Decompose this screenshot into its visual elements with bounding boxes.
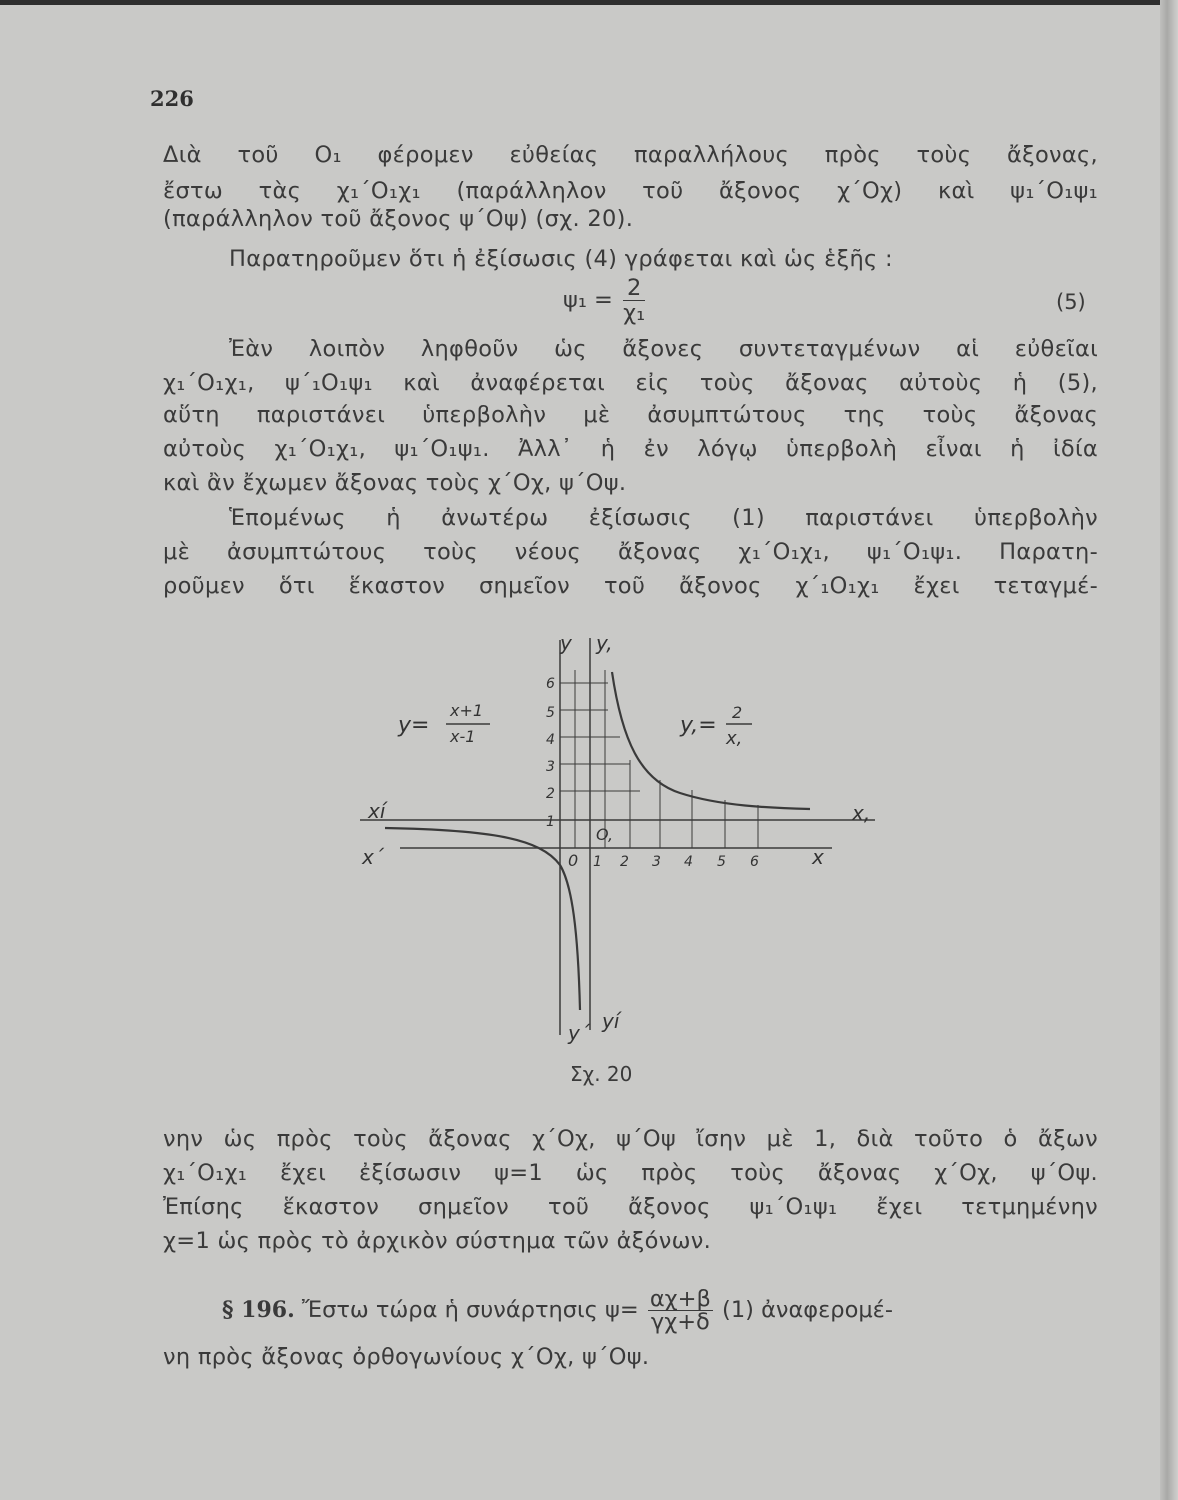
label-x1-left: xí — [368, 799, 386, 823]
equation-5-fraction — [623, 276, 645, 325]
equation-5-numerator: 2 — [623, 276, 645, 301]
equation-5-denominator: χ₁ — [623, 300, 646, 326]
x-tick-3: 3 — [652, 854, 661, 870]
label-y-top: y — [560, 631, 572, 655]
label-x-right: x — [812, 845, 824, 869]
left-eq-lhs: y= — [398, 713, 430, 738]
label-x1-right: x, — [852, 801, 871, 825]
equation-5 — [563, 276, 648, 325]
para4-line3: ροῦμεν ὅτι ἕκαστον σημεῖον τοῦ ἄξονος χ΄₁Ο₁χ₁ ἔχει τεταγμέ- — [163, 573, 1098, 599]
y-tick-4: 4 — [546, 732, 555, 748]
para1-line3: (παράλληλον τοῦ ἄξονος ψ΄Οψ) (σχ. 20). — [163, 206, 634, 232]
figure-caption: Σχ. 20 — [570, 1062, 633, 1086]
left-eq-num: x+1 — [450, 701, 484, 720]
section-196-line2: νη πρὸς ἄξονας ὀρθογωνίους χ΄Οχ, ψ΄Οψ. — [163, 1344, 650, 1370]
section-196-denominator: γχ+δ — [650, 1309, 710, 1335]
para3-line3: αὕτη παριστάνει ὑπερβολὴν μὲ ἀσυμπτώτους της τοὺς ἄξονας — [163, 402, 1098, 428]
label-y-bottom: y΄ — [568, 1021, 590, 1045]
equation-5-number: (5) — [1056, 290, 1086, 314]
y-tick-2: 2 — [546, 786, 555, 802]
section-196-line1 — [222, 1288, 1098, 1333]
y-tick-3: 3 — [546, 759, 555, 775]
para3-line1: Ἐὰν λοιπὸν ληφθοῦν ὡς ἄξονες συντεταγμένων αἱ εὐθεῖαι — [229, 336, 1098, 362]
para5-line2: χ₁΄Ο₁χ₁ ἔχει ἐξίσωσιν ψ=1 ὡς πρὸς τοὺς ἄξονας χ΄Οχ, ψ΄Οψ. — [163, 1160, 1098, 1186]
para5-line3: Ἐπίσης ἕκαστον σημεῖον τοῦ ἄξονος ψ₁΄Ο₁ψ₁ ἔχει τετμημένην — [163, 1194, 1098, 1220]
para4-line1: Ἑπομένως ἡ ἀνωτέρω ἐξίσωσις (1) παριστάνει ὑπερβολὴν — [229, 505, 1098, 531]
equation-5-lhs: ψ₁ = — [563, 287, 613, 313]
right-eq-lhs: y,= — [680, 713, 717, 738]
para5-line4: χ=1 ὡς πρὸς τὸ ἀρχικὸν σύστημα τῶν ἀξόνων. — [163, 1228, 712, 1254]
section-196-text-before: Ἔστω τώρα ἡ συνάρτησις ψ= — [301, 1297, 639, 1323]
y-tick-5: 5 — [546, 705, 555, 721]
hyperbola-lower-branch — [385, 828, 580, 1010]
para5-line1: νην ὡς πρὸς τοὺς ἄξονας χ΄Οχ, ψ΄Οψ ἴσην μὲ 1, διὰ τοῦτο ὁ ἄξων — [163, 1126, 1098, 1152]
right-eq-num: 2 — [732, 703, 743, 722]
hyperbola-upper-branch — [612, 672, 810, 809]
label-x-left: x΄ — [362, 845, 384, 869]
right-eq-den: x, — [726, 728, 743, 749]
x-tick-1: 1 — [593, 854, 602, 870]
left-eq-den: x-1 — [450, 727, 476, 746]
page-number: 226 — [150, 86, 194, 111]
hyperbola-figure — [340, 630, 900, 1060]
y-tick-1: 1 — [546, 814, 555, 830]
page-top-edge — [0, 0, 1178, 5]
para3-line2: χ₁΄Ο₁χ₁, ψ΄₁Ο₁ψ₁ καὶ ἀναφέρεται εἰς τοὺς ἄξονας αὐτοὺς ἡ (5), — [163, 370, 1098, 396]
label-y1-bottom: yí — [602, 1009, 620, 1033]
page-right-edge — [1160, 0, 1178, 1500]
para3-line4: αὐτοὺς χ₁΄Ο₁χ₁, ψ₁΄Ο₁ψ₁. Ἀλλ᾽ ἡ ἐν λόγῳ ὑπερβολὴ εἶναι ἡ ἰδία — [163, 436, 1098, 462]
label-y1-top: y, — [596, 631, 613, 655]
para2-line1: Παρατηροῦμεν ὅτι ἡ ἐξίσωσις (4) γράφεται καὶ ὡς ἑξῆς : — [229, 246, 893, 272]
x-tick-6: 6 — [750, 854, 759, 870]
x-tick-4: 4 — [684, 854, 693, 870]
section-196-text-after: (1) ἀναφερομέ- — [722, 1297, 893, 1323]
section-196-numerator: αχ+β — [649, 1286, 711, 1312]
para1-line1: Διὰ τοῦ Ο₁ φέρομεν εὐθείας παραλλήλους πρὸς τοὺς ἄξονας, — [163, 142, 1098, 168]
para1-line2: ἔστω τὰς χ₁΄Ο₁χ₁ (παράλληλον τοῦ ἄξονος χ΄Οχ) καὶ ψ₁΄Ο₁ψ₁ — [163, 178, 1098, 204]
x-tick-2: 2 — [620, 854, 629, 870]
section-196-fraction — [648, 1288, 713, 1333]
label-origin1: O, — [596, 825, 614, 844]
para3-line5: καὶ ἂν ἔχωμεν ἄξονας τοὺς χ΄Οχ, ψ΄Οψ. — [163, 470, 627, 496]
label-origin: 0 — [568, 851, 579, 870]
section-196-mark: § 196. — [222, 1297, 295, 1323]
y-tick-6: 6 — [546, 676, 555, 692]
para4-line2: μὲ ἀσυμπτώτους τοὺς νέους ἄξονας χ₁΄Ο₁χ₁, ψ₁΄Ο₁ψ₁. Παρατη- — [163, 539, 1098, 565]
x-tick-5: 5 — [717, 854, 726, 870]
